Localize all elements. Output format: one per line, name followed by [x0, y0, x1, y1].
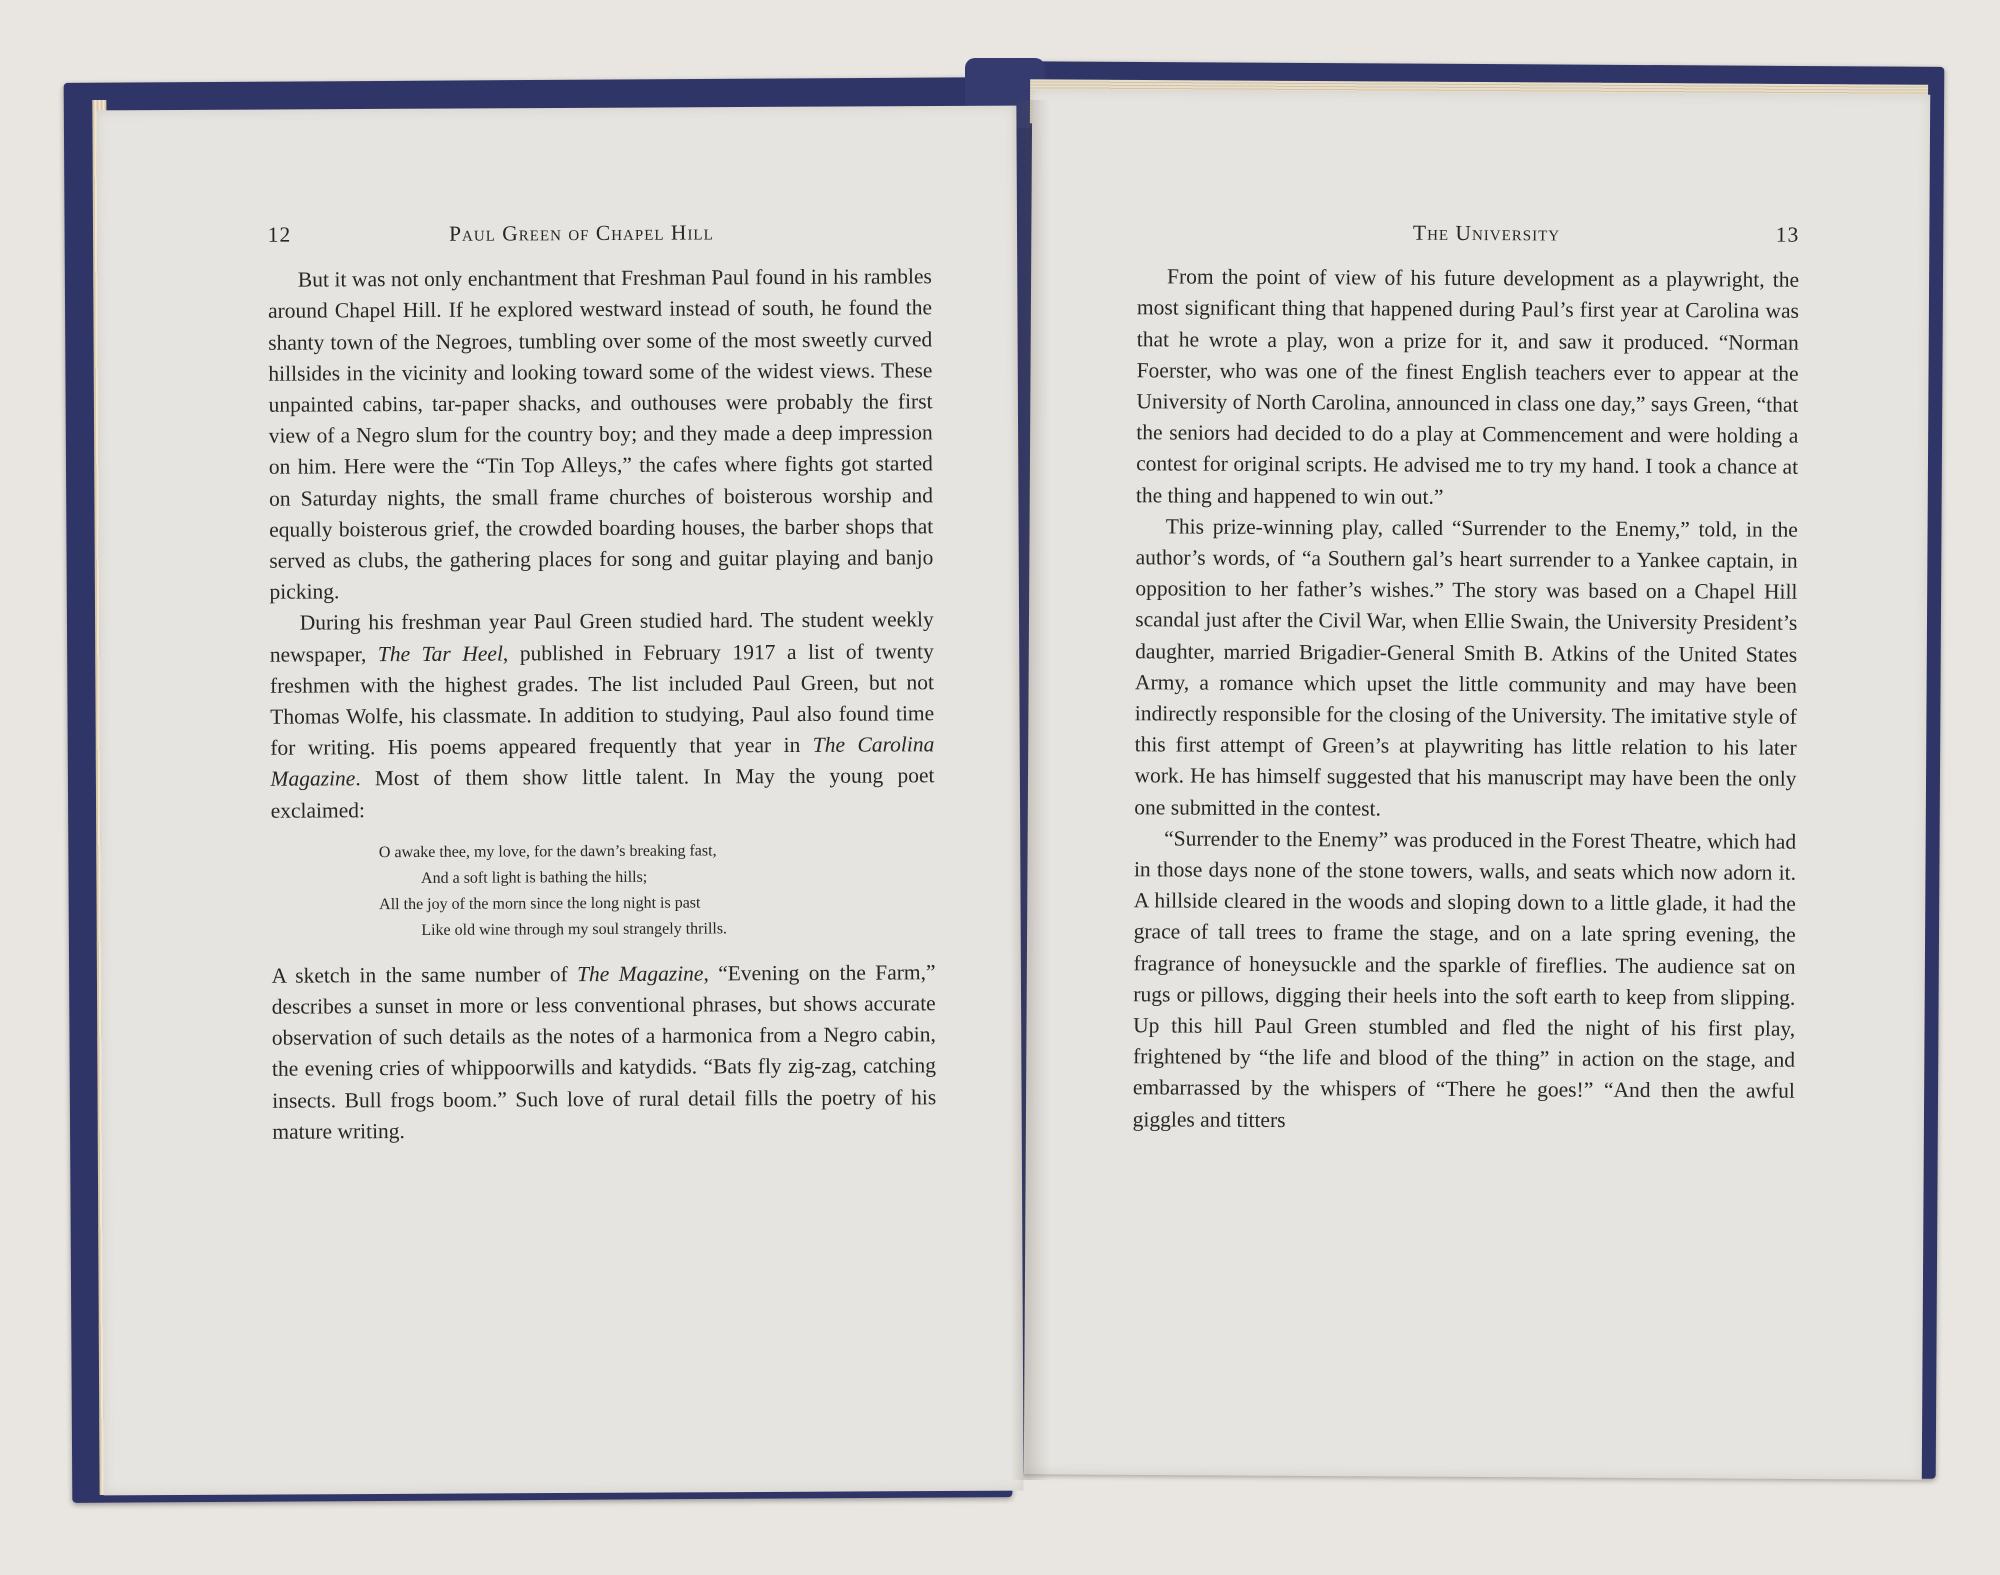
poem	[379, 837, 936, 944]
poem-line: All the joy of the morn since the long night is past	[379, 894, 701, 914]
poem-line: And a soft light is bathing the hills;	[420, 868, 648, 887]
paragraph: This prize-winning play, called “Surrender to the Enemy,” told, in the author’s words, of “a Southern gal’s heart surrender to a Yankee captain, in opposition to her father’s wishes.” The story was based on a Chapel Hill scandal just after the Civil War, when Ellie Swain, the University President’s daughter, married Brigadier-General Smith B. Atkins of the United States Army, a romance which upset the little community and may have been indirectly responsible for the closing of the University. The imitative style of this first attempt of Green’s at playwriting has little relation to his later work. He has himself suggested that his manuscript may have been the only one submitted in the contest.	[1134, 514, 1798, 821]
left-running-title: Paul Green of Chapel Hill	[448, 220, 714, 246]
paragraph: A sketch in the same number of The Magazine, “Evening on the Farm,” describes a sunset in more or less conventional phrases, but shows accurate observation of such details as the notes of a harmonica from a Negro cabin, the evening cries of whippoorwills and katydids. “Bats fly zig-zag, catching insects. Bull frogs boom.” Such love of rural detail fills the poetry of his mature writing.	[271, 960, 937, 1144]
paragraph: “Surrender to the Enemy” was produced in the Forest Theatre, which had in those days none of the stone towers, walls, and seats which now adorn it. A hillside cleared in the woods and sloping down to a little glade, it had the grace of tall trees to frame the stage, and on a late spring evening, the fragrance of honeysuckle and the sparkle of fireflies. The audience sat on rugs or pillows, digging their heels into the soft earth to keep from slipping. Up this hill Paul Green stumbled and fled the night of his first play, frightened by “the life and blood of the thing” in action on the stage, and embarrassed by the whispers of “There he goes!” “And then the awful giggles and titters	[1132, 826, 1797, 1132]
right-page-number: 13	[1775, 222, 1800, 247]
poem-line: Like old wine through my soul strangely thrills.	[421, 920, 728, 939]
right-running-head	[1137, 216, 1799, 251]
right-page-text	[1133, 216, 1800, 1138]
paragraph: During his freshman year Paul Green studied hard. The student weekly newspaper, The Tar Heel, published in February 1917 a list of twenty freshmen with the highest grades. The list included Paul Green, but not Thomas Wolfe, his classmate. In addition to studying, Paul also found time for writing. His poems appeared frequently that year in The Carolina Magazine. Most of them show little talent. In May the young poet exclaimed:	[269, 607, 935, 823]
left-page-text	[268, 216, 937, 1148]
right-running-title: The University	[1412, 220, 1561, 246]
paragraph: From the point of view of his future development as a playwright, the most significant thing that happened during Paul’s first year at Carolina was that he wrote a play, won a prize for it, and saw it produced. “Norman Foerster, who was one of the finest English teachers ever to appear at the University of North Carolina, announced in class one day,” says Green, “that the seniors had decided to do a play at Commencement and were holding a contest for original scripts. He advised me to try my hand. I took a chance at the thing and happened to win out.”	[1135, 264, 1800, 509]
left-page-number: 12	[267, 222, 292, 247]
paragraph: But it was not only enchantment that Freshman Paul found in his rambles around Chapel Hill. If he explored westward instead of south, he found the shanty town of the Negroes, tumbling over some of the most sweetly curved hillsides in the vicinity and looking toward some of the widest views. These unpainted cabins, tar-paper shacks, and outhouses were probably the first view of a Negro slum for the country boy; and they made a deep impression on him. Here were the “Tin Top Alleys,” the cafes where fights got started on Saturday nights, the small frame churches of boisterous worship and equally boisterous grief, the crowded boarding houses, the barber shops that served as clubs, the gathering places for song and guitar playing and banjo picking.	[267, 264, 934, 604]
book-gutter	[1010, 100, 1050, 1480]
poem-line: O awake thee, my love, for the dawn’s breaking fast,	[378, 842, 717, 862]
left-running-head	[268, 216, 932, 251]
